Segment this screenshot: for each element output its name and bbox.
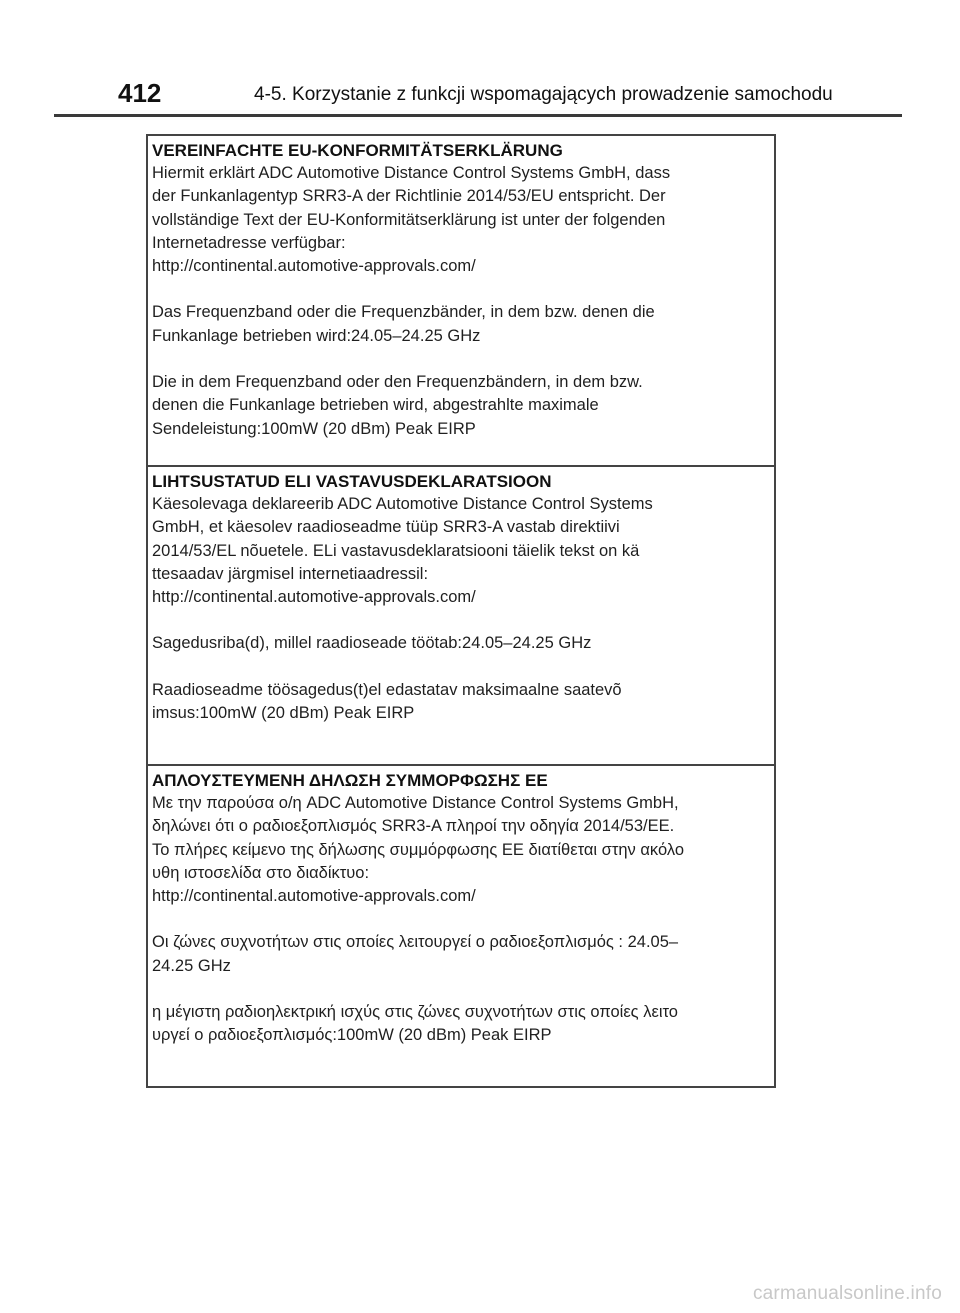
site-watermark: carmanualsonline.info	[752, 1283, 942, 1304]
declaration-paragraph: Sagedusriba(d), millel raadioseade töötab:24.05–24.25 GHz	[152, 634, 592, 653]
declaration-german	[148, 136, 774, 467]
declaration-paragraph: Käesolevaga deklareerib ADC Automotive Distance Control Systems GmbH, et käesolev raadioseadme tüüp SRR3-A vastab direktiivi 2014/53/EL nõuetele. ELi vastavusdeklaratsiooni täielik tekst on kä ttesaadav järgmisel internetiaadressil: http://continental.automotive-approvals.com/	[152, 495, 653, 607]
page-number: 412	[118, 78, 162, 108]
declaration-title: ΑΠΛΟΥΣΤΕΥΜΕΝΗ ΔΗΛΩΣΗ ΣΥΜΜΟΡΦΩΣΗΣ ΕΕ	[152, 771, 548, 790]
declaration-paragraph: Hiermit erklärt ADC Automotive Distance Control Systems GmbH, dass der Funkanlagentyp SRR3-A der Richtlinie 2014/53/EU entspricht. Der vollständige Text der EU-Konformitätserklärung ist unter der folgenden Internetadresse verfügbar: http://continental.automotive-approvals.com/	[152, 164, 671, 276]
declaration-paragraph: Με την παρούσα ο/η ADC Automotive Distance Control Systems GmbH, δηλώνει ότι ο ραδιοεξοπλισμός SRR3-A πληροί την οδηγία 2014/53/ΕΕ. Το πλήρες κείμενο της δήλωσης συμμόρφωσης ΕΕ διατίθεται στην ακόλο υθη ιστοσελίδα στο διαδίκτυο: http://continental.automotive-approvals.com/	[152, 794, 685, 906]
declaration-title: VEREINFACHTE EU-KONFORMITÄTSERKLÄRUNG	[152, 141, 563, 160]
declaration-paragraph: Οι ζώνες συχνοτήτων στις οποίες λειτουργεί ο ραδιοεξοπλισμός : 24.05– 24.25 GHz	[152, 933, 679, 975]
declaration-paragraph: η μέγιστη ραδιοηλεκτρική ισχύς στις ζώνες συχνοτήτων στις οποίες λειτο υργεί ο ραδιοεξοπλισμός:100mW (20 dBm) Peak EIRP	[152, 1003, 678, 1045]
declarations-box	[146, 134, 776, 1088]
declaration-title: LIHTSUSTATUD ELI VASTAVUSDEKLARATSIOON	[152, 472, 552, 491]
declaration-estonian	[148, 467, 774, 766]
declaration-paragraph: Raadioseadme töösagedus(t)el edastatav maksimaalne saatevõ imsus:100mW (20 dBm) Peak EIRP	[152, 680, 622, 723]
declaration-greek	[148, 766, 774, 1086]
declaration-paragraph: Das Frequenzband oder die Frequenzbänder, in dem bzw. denen die Funkanlage betrieben wird:24.05–24.25 GHz	[152, 303, 655, 345]
declaration-paragraph: Die in dem Frequenzband oder den Frequenzbändern, in dem bzw. denen die Funkanlage betrieben wird, abgestrahlte maximale Sendeleistung:100mW (20 dBm) Peak EIRP	[152, 373, 643, 438]
page-header	[54, 78, 902, 117]
chapter-title: 4-5. Korzystanie z funkcji wspomagających prowadzenie samochodu	[254, 84, 833, 105]
